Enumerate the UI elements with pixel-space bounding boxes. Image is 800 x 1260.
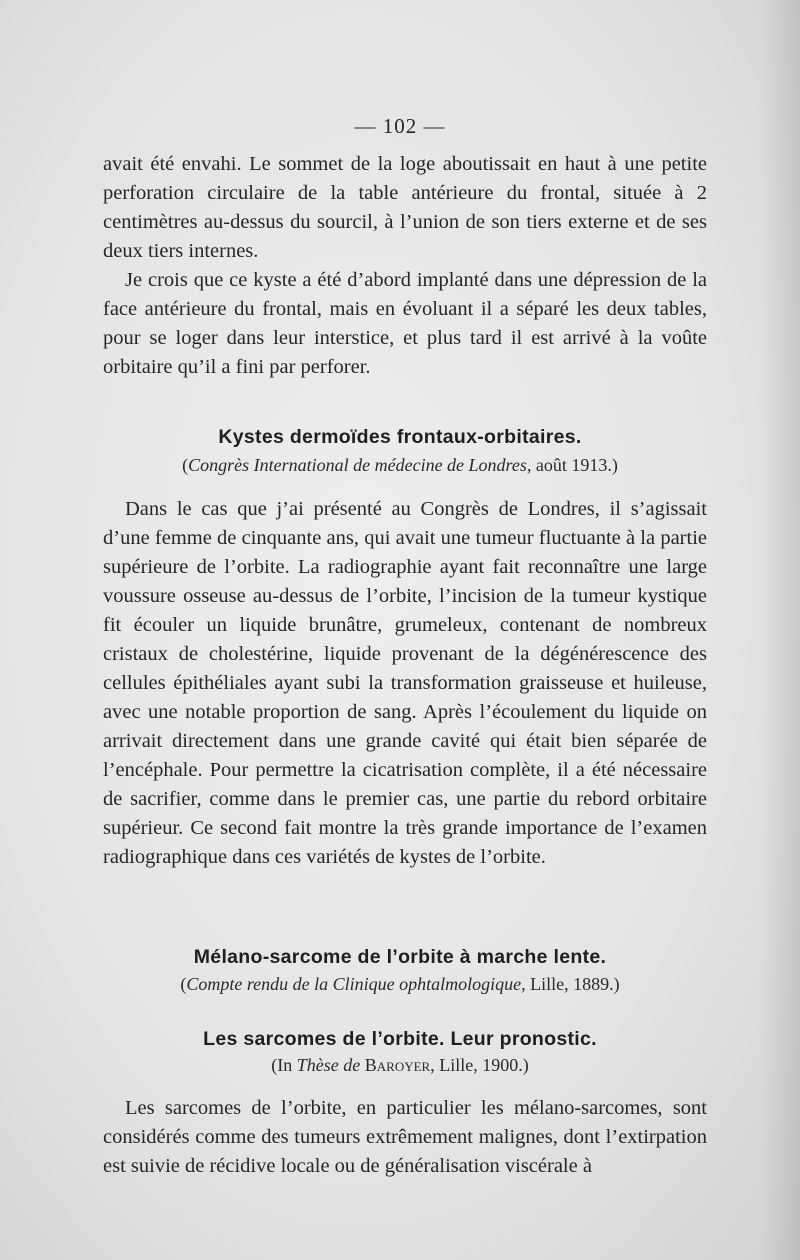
paragraph-sarcomes xyxy=(103,1094,707,1181)
section-source-melano-sarcome xyxy=(0,974,800,995)
source-paren: ( xyxy=(182,455,189,475)
section-source-kystes xyxy=(0,455,800,476)
section-heading-sarcomes: Les sarcomes de l’orbite. Leur pronostic. xyxy=(203,1028,597,1050)
source-date: août 1913.) xyxy=(531,455,618,475)
paragraph-london-case xyxy=(103,495,707,872)
source-title: Thèse de xyxy=(296,1055,361,1075)
section-source-sarcomes xyxy=(0,1055,800,1076)
source-author: Baroyer xyxy=(360,1055,431,1075)
paragraph-cyst-origin-text: Je crois que ce kyste a été d’abord implanté dans une dépression de la face antérieure du frontal, mais en évoluant il a séparé les deux tables, pour se loger dans leur interstice, et plus tard il est arrivé à la voûte orbitaire qu’il a fini par perforer. xyxy=(103,269,707,378)
source-title: Congrès International de médecine de Londres, xyxy=(188,455,532,475)
section-heading-melano-sarcome: Mélano-sarcome de l’orbite à marche lente. xyxy=(193,946,607,968)
source-prefix: (In xyxy=(271,1055,297,1075)
source-date: , Lille, 1900.) xyxy=(430,1055,529,1075)
paragraph-cyst-origin xyxy=(103,266,707,382)
source-paren: ( xyxy=(180,974,187,994)
source-date: Lille, 1889.) xyxy=(525,974,620,994)
paragraph-sarcomes-text: Les sarcomes de l’orbite, en particulier les mélano-sarcomes, sont considérés comme des tumeurs extrêmement malignes, dont l’extirpation est suivie de récidive locale ou de généralisation viscérale à xyxy=(103,1097,707,1177)
source-title: Compte rendu de la Clinique ophtalmologique, xyxy=(186,974,526,994)
page-number: — 102 — xyxy=(354,114,446,138)
paragraph-continuation: avait été envahi. Le sommet de la loge aboutissait en haut à une petite perforation circulaire de la table antérieure du frontal, située à 2 centimètres au-dessus du sourcil, à l’union de son tiers externe et de ses deux tiers internes. xyxy=(103,153,707,262)
section-heading-kystes: Kystes dermoïdes frontaux-orbitaires. xyxy=(218,426,582,448)
paragraph-london-case-text: Dans le cas que j’ai présenté au Congrès de Londres, il s’agissait d’une femme de cinquante ans, qui avait une tumeur fluctuante à la partie supérieure de l’orbite. La radiographie ayant fait reconnaître une large voussure osseuse au-dessus de l’orbite, l’incision de la tumeur kystique fit écouler un liquide brunâtre, grumeleux, contenant de nombreux cristaux de cholestérine, liquide provenant de la dégénérescence des cellules épithéliales ayant subi la transformation graisseuse et huileuse, avec une notable proportion de sang. Après l’écoulement du liquide on arrivait directement dans une grande cavité qui était bien séparée de l’encéphale. Pour permettre la cicatrisation complète, il a été nécessaire de sacrifier, comme dans le premier cas, une partie du rebord orbitaire supérieur. Ce second fait montre la très grande importance de l’examen radiographique dans ces variétés de kystes de l’orbite. xyxy=(103,498,707,868)
